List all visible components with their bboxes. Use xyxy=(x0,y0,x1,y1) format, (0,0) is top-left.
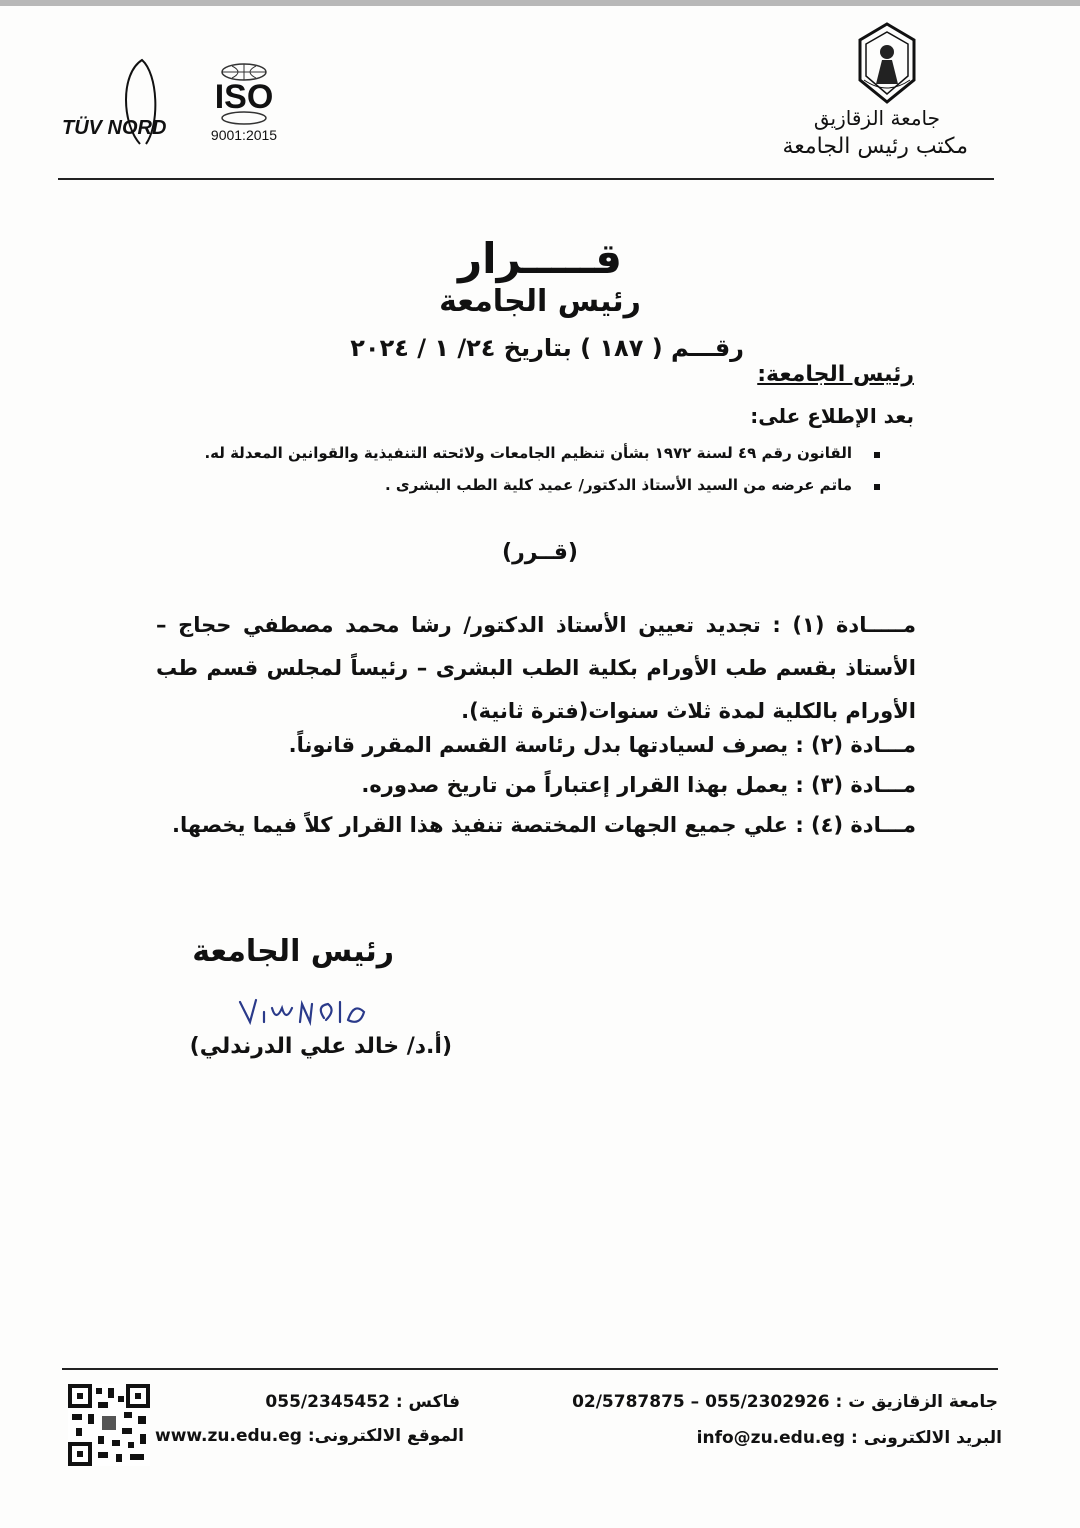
preamble-item-2: ماتم عرضه من السيد الأستاذ الدكتور/ عميد كلية الطب البشرى . xyxy=(385,476,852,494)
decided-heading: (قــرر) xyxy=(502,540,578,565)
university-seal-icon xyxy=(842,22,932,108)
header-divider xyxy=(58,178,994,180)
president-title: رئيس الجامعة xyxy=(439,284,641,319)
handwritten-signature xyxy=(236,994,386,1028)
footer-phone: جامعة الزقازيق ت : 055/2302926 – 02/5787875 xyxy=(572,1392,998,1412)
footer-divider xyxy=(62,1368,998,1370)
scan-top-edge xyxy=(0,0,1080,6)
qr-code-icon xyxy=(68,1384,150,1466)
office-name: مكتب رئيس الجامعة xyxy=(782,134,968,159)
decision-number-date: رقـــم ( ١٨٧ ) بتاريخ ٢٤/ ١ / ٢٠٢٤ xyxy=(350,334,744,362)
tuv-label: TÜV NORD xyxy=(62,117,167,139)
preamble-item-1: القانون رقم ٤٩ لسنة ١٩٧٢ بشأن تنظيم الجامعات ولائحته التنفيذية والقوانين المعدلة له. xyxy=(204,444,852,462)
decision-title: قـــــرار xyxy=(458,234,622,283)
footer-email: البريد الالكترونى : info@zu.edu.eg xyxy=(696,1428,1002,1448)
bullet-marker xyxy=(874,484,880,490)
iso-label: ISO xyxy=(214,78,274,116)
footer-fax: فاكس : 055/2345452 xyxy=(265,1392,460,1412)
article-1: مـــــادة (١) : تجديد تعيين الأستاذ الدكتور/ رشا محمد مصطفي حجاج – الأستاذ بقسم طب الأورام بكلية الطب البشرى – رئيساً لمجلس قسم طب الأورام بالكلية لمدة ثلاث سنوات(فترة ثانية). xyxy=(156,613,916,723)
preamble-heading: رئيس الجامعة: xyxy=(757,362,914,387)
iso-number: 9001:2015 xyxy=(210,127,278,143)
article-3: مـــادة (٣) : يعمل بهذا القرار إعتباراً من تاريخ صدوره. xyxy=(361,773,916,797)
tuv-nord-logo-icon xyxy=(62,54,172,154)
university-name: جامعة الزقازيق xyxy=(813,106,940,130)
after-review-heading: بعد الإطلاع على: xyxy=(750,404,914,428)
article-4: مـــادة (٤) : علي جميع الجهات المختصة تنفيذ هذا القرار كلاً فيما يخصها. xyxy=(171,813,916,837)
iso-globe-icon xyxy=(196,58,292,148)
signature-title: رئيس الجامعة xyxy=(192,934,394,969)
footer-website: الموقع الالكترونى: www.zu.edu.eg xyxy=(155,1426,464,1446)
signatory-name: (أ.د/ خالد علي الدرندلي) xyxy=(189,1034,452,1059)
article-2: مـــادة (٢) : يصرف لسيادتها بدل رئاسة القسم المقرر قانوناً. xyxy=(288,733,916,757)
bullet-marker xyxy=(874,452,880,458)
